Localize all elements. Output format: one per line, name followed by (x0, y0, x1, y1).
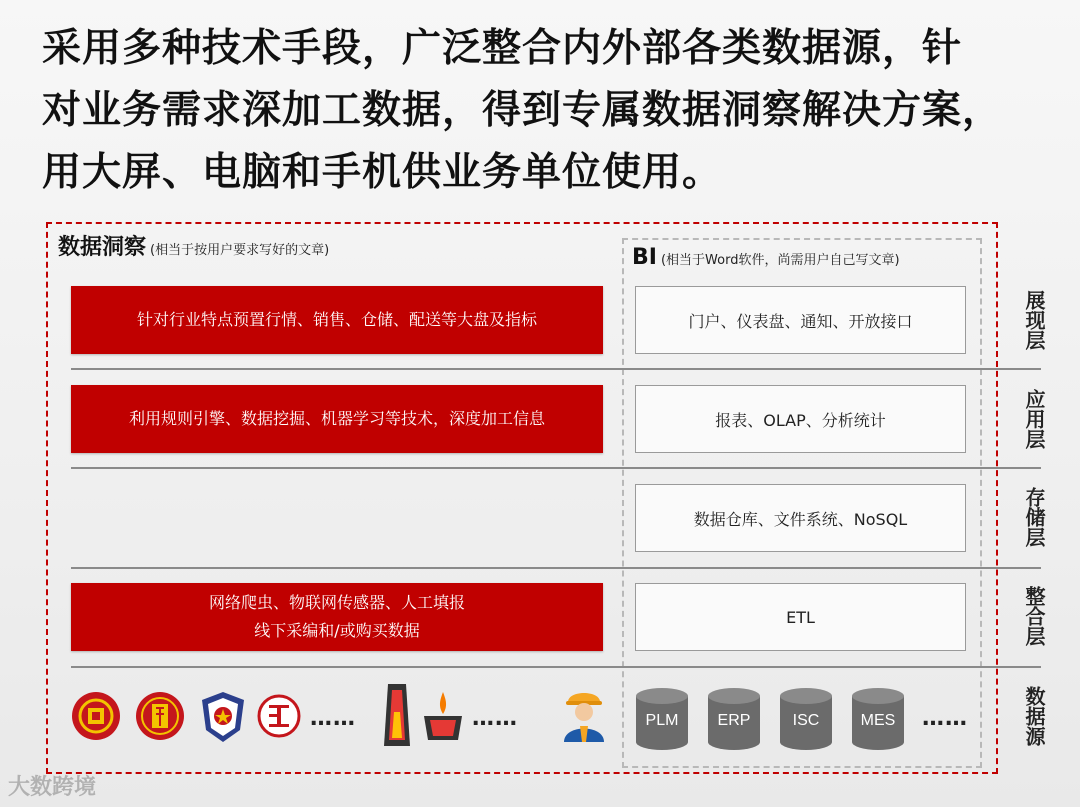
database-label: ERP (717, 712, 751, 729)
layer-divider (71, 467, 1041, 469)
data-insight-subtitle: (相当于按用户要求写好的文章) (150, 243, 330, 258)
insight-bar-text: 针对行业特点预置行情、销售、仓储、配送等大盘及指标 (136, 310, 537, 329)
watermark (8, 770, 96, 801)
insight-bar-text: 网络爬虫、物联网传感器、人工填报 (208, 593, 465, 612)
database-isc (778, 686, 834, 752)
database-plm (634, 686, 690, 752)
data-insight-title (58, 230, 329, 261)
bi-box-application: 报表、OLAP、分析统计 (635, 385, 966, 453)
database-mes (850, 686, 906, 752)
ellipsis: …… (472, 706, 518, 731)
insight-bar-application (71, 385, 603, 453)
police-badge-icon (198, 690, 248, 744)
layer-divider (71, 368, 1041, 370)
ladle-icon (420, 690, 466, 744)
worker-icon (560, 684, 608, 744)
headline-line-2: 对业务需求深加工数据，得到专属数据洞察解决方案， (42, 88, 1003, 133)
headline-line-3: 用大屏、电脑和手机供业务单位使用。 (42, 150, 723, 195)
layer-divider (71, 666, 1041, 668)
icbc-logo-icon (256, 693, 302, 739)
database-label: PLM (645, 712, 679, 729)
tax-emblem-icon (132, 690, 188, 742)
insight-bar-integration (71, 583, 603, 651)
ellipsis: …… (310, 706, 356, 731)
bi-title (632, 245, 900, 270)
layer-divider (71, 567, 1041, 569)
layer-label-data-source: 数据源 (1022, 686, 1046, 746)
headline-line-1: 采用多种技术手段，广泛整合内外部各类数据源，针 (42, 26, 963, 71)
database-label: ISC (792, 712, 820, 729)
insight-bar-text: 利用规则引擎、数据挖掘、机器学习等技术，深度加工信息 (128, 409, 545, 428)
data-insight-title-text: 数据洞察 (58, 235, 147, 260)
industry-commerce-emblem-icon (70, 690, 122, 742)
bi-subtitle: (相当于Word软件，尚需用户自己写文章) (660, 253, 900, 268)
layer-label-integration: 整合层 (1022, 586, 1046, 646)
ellipsis: …… (922, 706, 968, 731)
bi-box-integration: ETL (635, 583, 966, 651)
bi-title-text: BI (632, 245, 657, 270)
headline (42, 18, 1052, 204)
insight-bar-text: 线下采编和/或购买数据 (254, 621, 420, 640)
layer-label-storage: 存储层 (1022, 487, 1046, 547)
bi-box-storage: 数据仓库、文件系统、NoSQL (635, 484, 966, 552)
steel-furnace-icon (380, 682, 414, 750)
watermark-text: 大数跨境 (8, 775, 97, 800)
database-erp (706, 686, 762, 752)
bi-box-presentation: 门户、仪表盘、通知、开放接口 (635, 286, 966, 354)
database-label: MES (860, 712, 896, 729)
layer-label-presentation: 展现层 (1022, 290, 1046, 350)
insight-bar-presentation (71, 286, 603, 354)
layer-label-application: 应用层 (1022, 389, 1046, 449)
